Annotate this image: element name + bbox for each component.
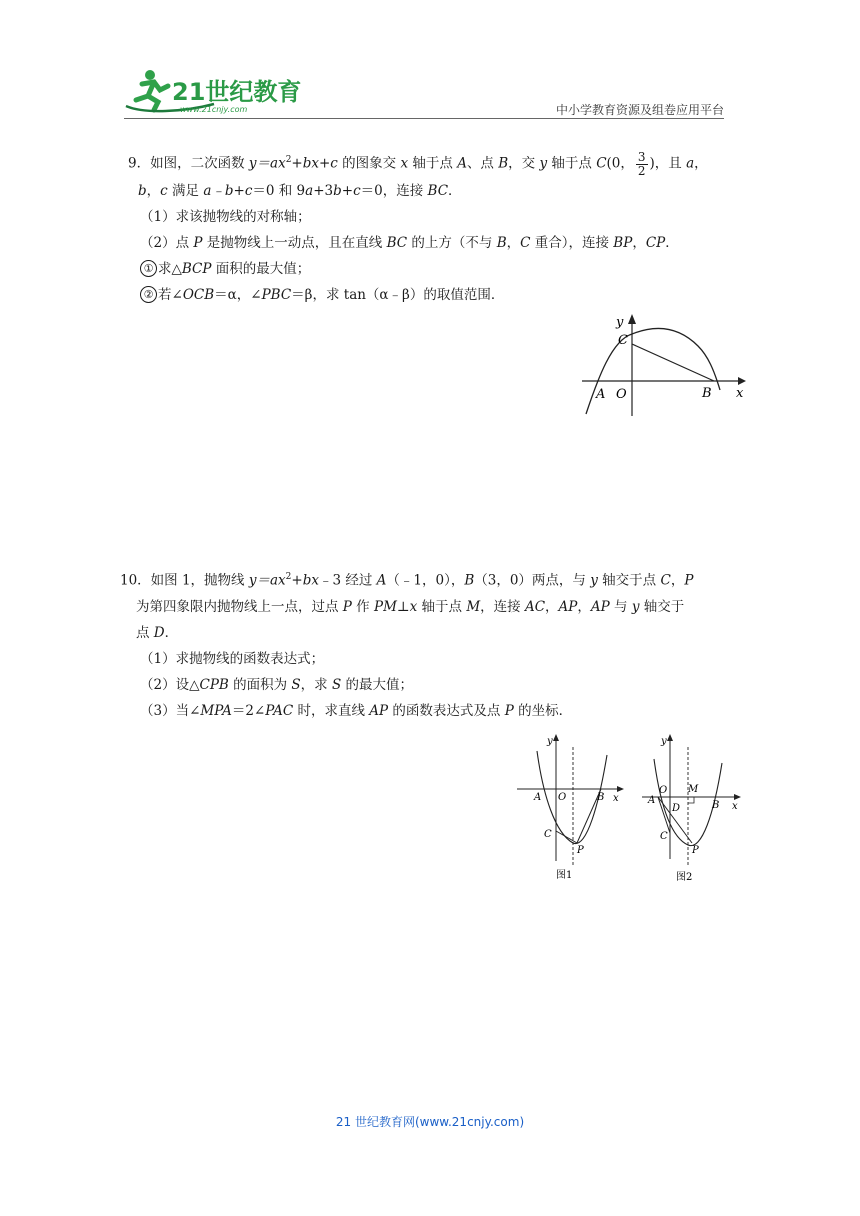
fig9-label-B: B: [702, 386, 712, 401]
fraction-three-halves: $\frac{3}{2}$: [637, 149, 646, 178]
q10-stem-line3: 点 D．: [136, 624, 179, 641]
svg-text:21世纪教育: 21世纪教育: [172, 78, 302, 106]
q10-part3: （3）当∠MPA＝2∠PAC 时，求直线 AP 的函数表达式及点 P 的坐标．: [140, 702, 573, 719]
q10-figure-1: [515, 733, 630, 883]
fig10a-label-B: B: [597, 792, 605, 803]
fig10a-label-P: P: [577, 845, 584, 856]
site-logo: [124, 66, 314, 116]
q9-part2-sub1: ① 求△BCP 面积的最大值；: [128, 256, 728, 282]
fig9-label-C: C: [618, 333, 628, 348]
fig10a-label-C: C: [544, 829, 552, 840]
fig9-label-O: O: [616, 387, 627, 402]
page-header: [124, 66, 724, 118]
fig10a-label-A: A: [534, 792, 542, 803]
page-footer: 21 世纪教育网(www.21cnjy.com): [335, 1115, 525, 1129]
fig10b-label-D: D: [672, 803, 681, 814]
q9-stem-line1: 9．如图，二次函数 $y=ax^2+bx+c$ 的图象交 x 轴于点 A、点 B，交 y 轴于点 C(0， $\frac{3}{2}$ )，且 a，: [128, 149, 708, 178]
fig10a-label-x: x: [613, 793, 619, 804]
fig10b-label-x: x: [732, 801, 738, 812]
fig10b-label-M: M: [688, 784, 699, 795]
header-divider: [124, 118, 724, 119]
fig10b-label-y: y: [661, 736, 667, 747]
q10-part1: （1）求抛物线的函数表达式；: [140, 650, 325, 667]
fig10b-label-P: P: [692, 845, 699, 856]
fig10a-label-y: y: [547, 736, 553, 747]
fig10b-label-O: O: [659, 785, 668, 796]
fig9-label-y: y: [616, 315, 624, 330]
q9-part2: （2）点 P 是抛物线上一动点，且在直线 BC 的上方（不与 B，C 重合），连接 BP，CP．: [140, 234, 679, 251]
q10-stem-line1: 10．如图 1，抛物线 $y=ax^2+bx﹣3$ 经过 A（﹣1，0），B（3，0）两点，与 y 轴交于点 C，P: [120, 572, 694, 589]
fig10a-label-O: O: [558, 792, 567, 803]
svg-text:www.21cnjy.com: www.21cnjy.com: [180, 105, 248, 114]
fig10b-label-C: C: [660, 831, 668, 842]
fig10a-caption: 图1: [556, 870, 573, 881]
q9-stem-line2: b，c 满足 a﹣b+c＝0 和 9a+3b+c＝0，连接 BC．: [138, 182, 462, 199]
fig10b-caption: 图2: [676, 872, 693, 883]
question-10: [120, 564, 730, 724]
fig10b-label-A: A: [648, 795, 656, 806]
fig9-label-x: x: [736, 386, 744, 401]
circled-number-2: ②: [140, 286, 157, 303]
fig10b-label-B: B: [712, 800, 720, 811]
header-platform-title: 中小学教育资源及组卷应用平台: [555, 103, 724, 117]
q9-figure: [580, 308, 750, 420]
q10-part2: （2）设△CPB 的面积为 S，求 S 的最大值；: [140, 676, 414, 693]
q9-part1: （1）求该抛物线的对称轴；: [140, 208, 311, 225]
question-9: [128, 147, 728, 308]
q9-part2-sub2: ② 若∠OCB＝α，∠PBC＝β，求 tan（α﹣β）的取值范围．: [128, 282, 728, 308]
circled-number-1: ①: [140, 260, 157, 277]
q10-stem-line2: 为第四象限内抛物线上一点，过点 P 作 PM⊥x 轴于点 M，连接 AC，AP，AP 与 y 轴交于: [136, 598, 685, 615]
q10-figure-2: [640, 733, 750, 883]
fig9-label-A: A: [596, 387, 606, 402]
